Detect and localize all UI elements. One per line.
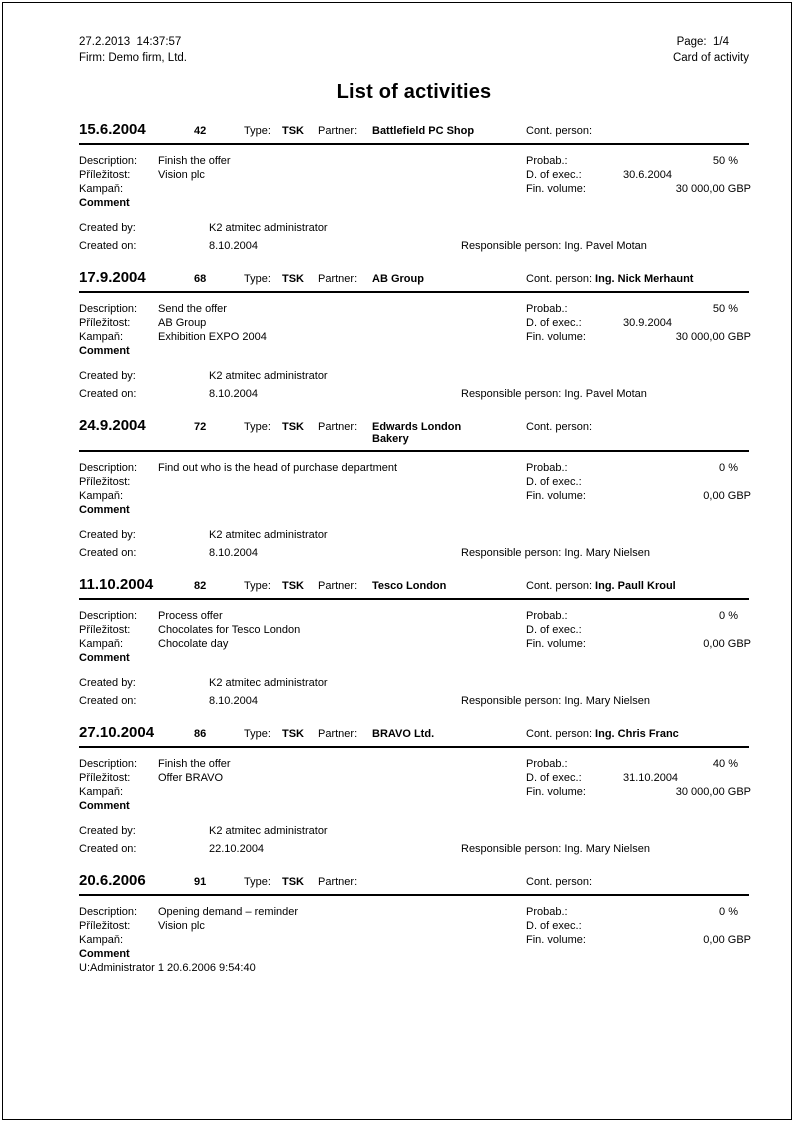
activity-number: 68 [194, 273, 207, 285]
cont-person [526, 273, 749, 285]
description-label: Description: [79, 155, 138, 167]
activity-body [79, 609, 749, 665]
date-of-exec-label: D. of exec.: [526, 317, 582, 329]
opportunity-label: Příležitost: [79, 169, 131, 181]
campaign-value [158, 182, 526, 196]
comment-label: Comment [79, 652, 130, 664]
created-by-value: K2 atmitec administrator [209, 370, 328, 382]
comment-label: Comment [79, 948, 130, 960]
opportunity-value [158, 475, 526, 489]
campaign-label: Kampaň: [79, 934, 124, 946]
created-by-row [79, 822, 749, 840]
opportunity-label: Příležitost: [79, 772, 131, 784]
created-by-value: K2 atmitec administrator [209, 825, 328, 837]
created-by-label: Created by: [79, 677, 136, 689]
created-on-row [79, 544, 749, 562]
opportunity-label: Příležitost: [79, 624, 131, 636]
campaign-row [79, 182, 526, 196]
activities-list [79, 121, 749, 975]
date-of-exec-label: D. of exec.: [526, 920, 582, 932]
campaign-row [79, 785, 526, 799]
campaign-value: Exhibition EXPO 2004 [158, 331, 267, 343]
created-by-label: Created by: [79, 825, 136, 837]
activity-entry [79, 872, 749, 975]
type-value: TSK [282, 273, 304, 285]
campaign-value [158, 489, 526, 503]
date-of-exec-label: D. of exec.: [526, 476, 582, 488]
date-of-exec-label: D. of exec.: [526, 169, 582, 181]
activity-entry [79, 724, 749, 858]
activity-meta [79, 822, 749, 858]
responsible-person [461, 237, 647, 255]
opportunity-label: Příležitost: [79, 920, 131, 932]
probability-label: Probab.: [526, 303, 568, 315]
comment-text: U:Administrator 1 20.6.2006 9:54:40 [79, 962, 256, 974]
type-label: Type: [244, 273, 271, 285]
responsible-person-value: Ing. Mary Nielsen [564, 695, 650, 707]
opportunity-row [79, 168, 526, 182]
campaign-value [158, 933, 526, 947]
type-value: TSK [282, 876, 304, 888]
report-page [2, 2, 792, 1120]
description-value: Finish the offer [158, 155, 231, 167]
description-value: Find out who is the head of purchase department [158, 462, 398, 474]
cont-person [526, 125, 749, 137]
activity-body [79, 461, 749, 517]
campaign-label: Kampaň: [79, 183, 124, 195]
created-by-value: K2 atmitec administrator [209, 677, 328, 689]
report-header [79, 34, 749, 66]
activity-header [79, 121, 749, 145]
fin-volume-label: Fin. volume: [526, 183, 586, 195]
fin-volume-label: Fin. volume: [526, 490, 586, 502]
responsible-person-value: Ing. Mary Nielsen [564, 843, 650, 855]
date-of-exec-value: 30.9.2004 [623, 317, 672, 329]
responsible-person-label: Responsible person: [461, 240, 562, 252]
activity-date: 20.6.2006 [79, 872, 146, 889]
created-on-label: Created on: [79, 843, 137, 855]
activity-details [79, 154, 526, 210]
activity-number: 72 [194, 421, 207, 433]
probability-label: Probab.: [526, 155, 568, 167]
opportunity-value: Vision plc [158, 920, 205, 932]
cont-person-label: Cont. person: [526, 728, 593, 740]
partner-value: Battlefield PC Shop [372, 125, 475, 137]
activity-details [79, 461, 526, 517]
activity-details [79, 905, 526, 975]
comment-label: Comment [79, 800, 130, 812]
activity-figures [526, 757, 751, 813]
created-on-value: 8.10.2004 [209, 388, 258, 400]
date-of-exec-label: D. of exec.: [526, 772, 582, 784]
campaign-row [79, 637, 526, 651]
opportunity-value: Vision plc [158, 169, 205, 181]
responsible-person-value: Ing. Mary Nielsen [564, 547, 650, 559]
activity-meta [79, 219, 749, 255]
activity-entry [79, 121, 749, 255]
campaign-label: Kampaň: [79, 638, 124, 650]
activity-date: 24.9.2004 [79, 417, 146, 434]
type-value: TSK [282, 580, 304, 592]
campaign-row [79, 933, 526, 947]
partner-label: Partner: [318, 421, 358, 433]
campaign-label: Kampaň: [79, 786, 124, 798]
campaign-row [79, 330, 526, 344]
comment-label: Comment [79, 197, 130, 209]
description-value: Process offer [158, 610, 223, 622]
page-number: Page: 1/4 [676, 36, 729, 48]
created-on-label: Created on: [79, 388, 137, 400]
firm-name: Firm: Demo firm, Ltd. [79, 52, 187, 64]
date-of-exec-value [623, 919, 751, 933]
activity-number: 42 [194, 125, 207, 137]
probability-label: Probab.: [526, 758, 568, 770]
opportunity-row [79, 919, 526, 933]
partner-value: Edwards London Bakery [372, 421, 462, 445]
cont-person [526, 421, 749, 433]
activity-header [79, 872, 749, 896]
type-label: Type: [244, 876, 271, 888]
activity-body [79, 757, 749, 813]
description-row [79, 461, 526, 475]
created-by-value: K2 atmitec administrator [209, 529, 328, 541]
cont-person [526, 728, 749, 740]
date-of-exec-label: D. of exec.: [526, 624, 582, 636]
responsible-person [461, 385, 647, 403]
activity-entry [79, 576, 749, 710]
created-on-value: 8.10.2004 [209, 695, 258, 707]
created-by-row [79, 367, 749, 385]
print-datetime: 27.2.2013 14:37:57 [79, 36, 182, 48]
responsible-person [461, 692, 650, 710]
opportunity-value: Offer BRAVO [158, 772, 224, 784]
fin-volume-label: Fin. volume: [526, 331, 586, 343]
campaign-row [79, 489, 526, 503]
fin-volume-value: 0,00 GBP [703, 934, 751, 946]
partner-value: BRAVO Ltd. [372, 728, 435, 740]
probability-value: 50 % [712, 155, 738, 167]
cont-person-value: Ing. Chris Franc [595, 728, 679, 740]
probability-value: 0 % [719, 610, 738, 622]
opportunity-row [79, 771, 526, 785]
created-on-row [79, 840, 749, 858]
opportunity-row [79, 316, 526, 330]
description-label: Description: [79, 462, 138, 474]
responsible-person-label: Responsible person: [461, 388, 562, 400]
description-row [79, 757, 526, 771]
description-row [79, 302, 526, 316]
created-on-value: 8.10.2004 [209, 547, 258, 559]
activity-meta [79, 674, 749, 710]
activity-body [79, 154, 749, 210]
created-on-label: Created on: [79, 240, 137, 252]
activity-number: 91 [194, 876, 207, 888]
cont-person [526, 876, 749, 888]
campaign-value: Chocolate day [158, 638, 229, 650]
description-row [79, 154, 526, 168]
activity-date: 27.10.2004 [79, 724, 155, 741]
activity-number: 82 [194, 580, 207, 592]
responsible-person-label: Responsible person: [461, 843, 562, 855]
campaign-label: Kampaň: [79, 490, 124, 502]
description-label: Description: [79, 758, 138, 770]
created-on-row [79, 692, 749, 710]
created-by-value: K2 atmitec administrator [209, 222, 328, 234]
description-label: Description: [79, 906, 138, 918]
cont-person-label: Cont. person: [526, 580, 593, 592]
comment-label: Comment [79, 345, 130, 357]
activity-figures [526, 609, 751, 665]
created-by-row [79, 674, 749, 692]
partner-label: Partner: [318, 125, 358, 137]
opportunity-value: AB Group [158, 317, 207, 329]
created-on-value: 22.10.2004 [209, 843, 265, 855]
fin-volume-label: Fin. volume: [526, 786, 586, 798]
probability-value: 50 % [712, 303, 738, 315]
type-label: Type: [244, 580, 271, 592]
date-of-exec-value: 30.6.2004 [623, 169, 672, 181]
probability-label: Probab.: [526, 906, 568, 918]
description-row [79, 609, 526, 623]
fin-volume-value: 0,00 GBP [703, 490, 751, 502]
cont-person-value: Ing. Nick Merhaunt [595, 273, 694, 285]
activity-entry [79, 269, 749, 403]
created-on-row [79, 385, 749, 403]
fin-volume-label: Fin. volume: [526, 638, 586, 650]
activity-meta [79, 367, 749, 403]
partner-value: AB Group [372, 273, 424, 285]
activity-header [79, 724, 749, 748]
opportunity-row [79, 475, 526, 489]
responsible-person-value: Ing. Pavel Motan [564, 388, 647, 400]
activity-header [79, 576, 749, 600]
activity-entry [79, 417, 749, 562]
description-label: Description: [79, 303, 138, 315]
date-of-exec-value [623, 475, 751, 489]
opportunity-label: Příležitost: [79, 317, 131, 329]
created-on-value: 8.10.2004 [209, 240, 258, 252]
activity-body [79, 905, 749, 975]
description-value: Finish the offer [158, 758, 231, 770]
opportunity-value: Chocolates for Tesco London [158, 624, 301, 636]
responsible-person-value: Ing. Pavel Motan [564, 240, 647, 252]
responsible-person-label: Responsible person: [461, 547, 562, 559]
campaign-label: Kampaň: [79, 331, 124, 343]
created-by-label: Created by: [79, 370, 136, 382]
date-of-exec-value: 31.10.2004 [623, 772, 679, 784]
type-label: Type: [244, 728, 271, 740]
activity-figures [526, 302, 751, 358]
opportunity-row [79, 623, 526, 637]
activity-meta [79, 526, 749, 562]
comment-label: Comment [79, 504, 130, 516]
probability-label: Probab.: [526, 610, 568, 622]
fin-volume-value: 30 000,00 GBP [675, 183, 751, 195]
probability-label: Probab.: [526, 462, 568, 474]
opportunity-label: Příležitost: [79, 476, 131, 488]
activity-details [79, 609, 526, 665]
fin-volume-value: 30 000,00 GBP [675, 331, 751, 343]
partner-label: Partner: [318, 876, 358, 888]
activity-header [79, 269, 749, 293]
activity-date: 15.6.2004 [79, 121, 146, 138]
created-by-label: Created by: [79, 222, 136, 234]
type-value: TSK [282, 728, 304, 740]
created-by-row [79, 219, 749, 237]
partner-label: Partner: [318, 580, 358, 592]
partner-value: Tesco London [372, 580, 447, 592]
description-value: Opening demand – reminder [158, 906, 299, 918]
activity-body [79, 302, 749, 358]
activity-details [79, 302, 526, 358]
created-on-label: Created on: [79, 547, 137, 559]
description-row [79, 905, 526, 919]
report-header-right [673, 34, 749, 66]
fin-volume-value: 0,00 GBP [703, 638, 751, 650]
activity-header [79, 417, 749, 452]
description-value: Send the offer [158, 303, 227, 315]
activity-figures [526, 461, 751, 517]
partner-label: Partner: [318, 273, 358, 285]
campaign-value [158, 785, 526, 799]
probability-value: 40 % [712, 758, 738, 770]
created-on-label: Created on: [79, 695, 137, 707]
cont-person [526, 580, 749, 592]
activity-date: 11.10.2004 [79, 576, 154, 593]
cont-person-label: Cont. person: [526, 421, 593, 433]
type-label: Type: [244, 125, 271, 137]
activity-figures [526, 905, 751, 975]
report-name: Card of activity [672, 52, 749, 64]
created-on-row [79, 237, 749, 255]
responsible-person-label: Responsible person: [461, 695, 562, 707]
partner-label: Partner: [318, 728, 358, 740]
cont-person-label: Cont. person: [526, 125, 593, 137]
cont-person-value: Ing. Paull Kroul [595, 580, 676, 592]
page-title: List of activities [336, 81, 492, 103]
cont-person-label: Cont. person: [526, 273, 593, 285]
cont-person-label: Cont. person: [526, 876, 593, 888]
activity-details [79, 757, 526, 813]
responsible-person [461, 544, 650, 562]
created-by-label: Created by: [79, 529, 136, 541]
type-value: TSK [282, 125, 304, 137]
created-by-row [79, 526, 749, 544]
responsible-person [461, 840, 650, 858]
activity-number: 86 [194, 728, 207, 740]
date-of-exec-value [623, 623, 751, 637]
fin-volume-label: Fin. volume: [526, 934, 586, 946]
activity-date: 17.9.2004 [79, 269, 146, 286]
probability-value: 0 % [719, 462, 738, 474]
probability-value: 0 % [719, 906, 738, 918]
activity-figures [526, 154, 751, 210]
type-value: TSK [282, 421, 304, 433]
type-label: Type: [244, 421, 271, 433]
report-header-left [79, 34, 187, 66]
description-label: Description: [79, 610, 138, 622]
fin-volume-value: 30 000,00 GBP [675, 786, 751, 798]
